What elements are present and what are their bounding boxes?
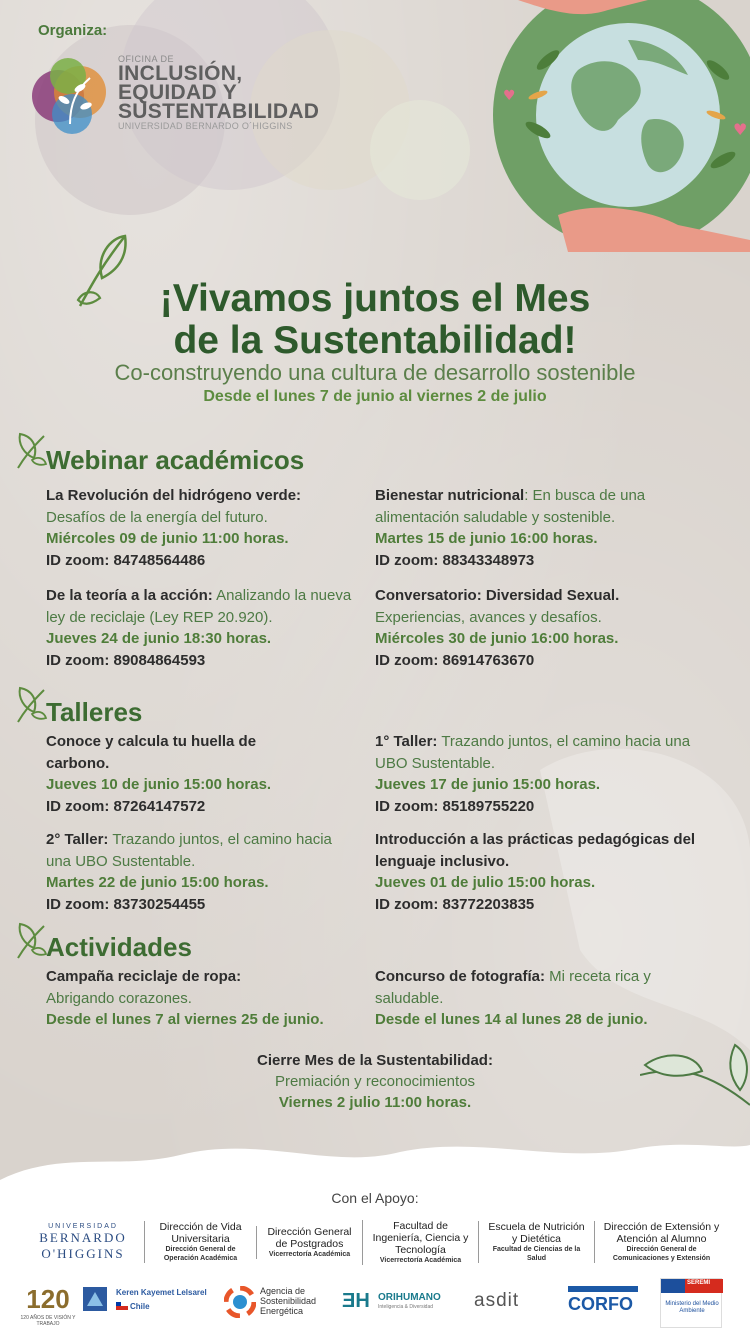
office-line2: EQUIDAD Y: [118, 81, 237, 104]
subtitle: Co-construyendo una cultura de desarrollo sostenible: [114, 360, 636, 385]
corfo-logo: CORFO: [568, 1294, 633, 1314]
actividad-1-title: Campaña reciclaje de ropa:: [46, 968, 242, 985]
sponsor-3-sub: Vicerrectoría Académica: [379, 1256, 462, 1264]
actividad-2-desc: Mi receta rica y saludable.: [375, 968, 651, 1007]
webinar-2-title: Bienestar nutricional: [375, 487, 525, 504]
asdit-logo: asdit: [474, 1290, 520, 1311]
sponsor-3: [362, 1220, 478, 1265]
sponsor-2-name: Dirección General de Postgrados: [267, 1225, 352, 1250]
actividades-heading: Actividades: [46, 932, 192, 962]
actividad-2-when: Desde el lunes 14 al lunes 28 de junio.: [375, 1011, 648, 1028]
ubo-line3: O'HIGGINS: [41, 1245, 125, 1261]
sponsor-1: [144, 1221, 256, 1263]
webinar-item-1: [46, 485, 366, 571]
office-university: UNIVERSIDAD BERNARDO O´HIGGINS: [118, 121, 293, 131]
event-dates: Desde el lunes 7 de junio al viernes 2 de julio: [203, 388, 547, 405]
cierre-desc: Premiación y reconocimientos: [274, 1073, 476, 1090]
taller-1-title: Conoce y calcula tu huella de carbono.: [46, 733, 257, 772]
orihumano-name: ORIHUMANO: [378, 1292, 441, 1303]
webinar-4-title: Conversatorio: Diversidad Sexual.: [375, 587, 620, 604]
seremi-sub: Ministerio del Medio Ambiente: [665, 1301, 719, 1314]
taller-3-desc: Trazando juntos, el camino hacia una UBO Sustentable.: [46, 831, 332, 870]
logo-120-number: 120: [26, 1284, 70, 1314]
ubo-line1: UNIVERSIDAD: [48, 1222, 118, 1230]
webinar-1-title: La Revolución del hidrógeno verde:: [46, 487, 302, 504]
ubo-line2: BERNARDO: [39, 1229, 127, 1245]
webinar-item-2: [375, 485, 715, 571]
sponsor-5-sub: Dirección General de Comunicaciones y Extensión: [612, 1246, 711, 1262]
cierre-title: Cierre Mes de la Sustentabilidad:: [257, 1052, 493, 1069]
sponsor-1-sub: Dirección General de Operación Académica: [163, 1246, 238, 1262]
taller-item-3: [46, 829, 346, 915]
webinar-1-when: Miércoles 09 de junio 11:00 horas.: [46, 530, 289, 547]
sponsor-4: [478, 1221, 594, 1263]
ubo-logo: [22, 1223, 144, 1262]
taller-item-4: [375, 829, 720, 915]
taller-2-when: Jueves 17 de junio 15:00 horas.: [375, 776, 601, 793]
keren-country: Chile: [130, 1302, 150, 1311]
actividad-2-title: Concurso de fotografía:: [375, 968, 546, 985]
sponsor-row: [22, 1212, 728, 1272]
corfo-bar: [568, 1286, 638, 1292]
taller-2-desc: Trazando juntos, el camino hacia una UBO Sustentable.: [375, 733, 691, 772]
webinar-item-3: [46, 585, 366, 671]
taller-2-title: 1° Taller:: [375, 733, 438, 750]
main-title: [0, 278, 750, 362]
sponsor-5-name: Dirección de Extensión y Atención al Alumno: [603, 1221, 720, 1245]
actividades-leaf-icon: [14, 920, 48, 960]
apoyo-label: Con el Apoyo:: [331, 1190, 419, 1206]
webinar-3-zoom: ID zoom: 89084864593: [46, 651, 206, 669]
sponsor-3-name: Facultad de Ingeniería, Ciencia y Tecnología: [372, 1219, 469, 1256]
sponsor-2-sub: Vicerrectoría Académica: [268, 1250, 351, 1258]
orihumano-sub: Inteligencia & Diversidad: [378, 1304, 434, 1310]
taller-4-zoom: ID zoom: 83772203835: [375, 895, 535, 913]
webinar-3-desc: Analizando la nueva ley de reciclaje (Ley REP 20.920).: [46, 587, 352, 626]
sponsor-1-name: Dirección de Vida Universitaria: [159, 1221, 242, 1245]
office-logo-icon: [30, 54, 110, 136]
actividad-item-2: [375, 966, 705, 1031]
taller-item-1: [46, 731, 296, 817]
cierre-when: Viernes 2 julio 11:00 horas.: [278, 1094, 472, 1111]
keren-name: Keren Kayemet Lelsarel: [116, 1288, 207, 1297]
taller-1-when: Jueves 10 de junio 15:00 horas.: [46, 776, 272, 793]
office-small: OFICINA DE: [118, 54, 175, 64]
svg-text:♥: ♥: [733, 120, 748, 139]
webinar-leaf-icon: [14, 430, 48, 470]
agencia-icon: [224, 1286, 256, 1318]
webinar-4-desc: Experiencias, avances y desafíos.: [375, 608, 602, 626]
webinar-1-desc: Desafíos de la energía del futuro.: [46, 508, 268, 526]
cierre-block: [0, 1050, 750, 1113]
taller-3-zoom: ID zoom: 83730254455: [46, 895, 206, 913]
actividad-1-desc: Abrigando corazones.: [46, 989, 192, 1007]
taller-4-title: Introducción a las prácticas pedagógicas del lenguaje inclusivo.: [375, 831, 696, 870]
taller-4-when: Jueves 01 de julio 15:00 horas.: [375, 874, 596, 891]
office-line3: SUSTENTABILIDAD: [118, 100, 320, 123]
webinar-1-zoom: ID zoom: 84748564486: [46, 551, 206, 569]
chile-flag-icon: [116, 1302, 128, 1310]
webinar-3-title: De la teoría a la acción:: [46, 587, 213, 604]
talleres-heading: Talleres: [46, 697, 143, 727]
taller-3-title: 2° Taller:: [46, 831, 109, 848]
actividad-item-1: [46, 966, 371, 1031]
seremi-logo: [660, 1278, 722, 1328]
taller-item-2: [375, 731, 715, 817]
sponsor-4-sub: Facultad de Ciencias de la Salud: [492, 1246, 581, 1262]
webinar-item-4: [375, 585, 715, 671]
sponsor-2: [256, 1226, 362, 1259]
webinar-4-zoom: ID zoom: 86914763670: [375, 651, 535, 669]
talleres-leaf-icon: [14, 684, 48, 724]
webinar-2-desc: : En busca de una alimentación saludable y sostenible.: [375, 487, 646, 526]
webinar-4-when: Miércoles 30 de junio 16:00 horas.: [375, 630, 619, 647]
logos-row: [18, 1278, 732, 1330]
office-line1: INCLUSIÓN,: [118, 62, 243, 85]
actividad-1-when: Desde el lunes 7 al viernes 25 de junio.: [46, 1011, 324, 1028]
webinar-3-when: Jueves 24 de junio 18:30 horas.: [46, 630, 272, 647]
logo-120: [18, 1284, 78, 1327]
svg-text:♥: ♥: [503, 88, 516, 104]
sponsor-5: [594, 1221, 728, 1263]
globe-illustration-icon: [478, 0, 750, 252]
logo-120-sub: 120 AÑOS DE VISIÓN Y TRABAJO: [20, 1315, 76, 1327]
webinar-2-zoom: ID zoom: 88343348973: [375, 551, 535, 569]
taller-2-zoom: ID zoom: 85189755220: [375, 797, 535, 815]
orihumano-mark: ƎH: [342, 1290, 370, 1312]
agencia-name: Agencia de Sostenibilidad Energética: [260, 1286, 317, 1316]
sponsor-4-name: Escuela de Nutrición y Dietética: [488, 1221, 585, 1245]
title-line-2: de la Sustentabilidad!: [173, 319, 577, 362]
webinar-2-when: Martes 15 de junio 16:00 horas.: [375, 530, 598, 547]
taller-3-when: Martes 22 de junio 15:00 horas.: [46, 874, 269, 891]
keren-icon: [82, 1286, 108, 1312]
taller-1-zoom: ID zoom: 87264147572: [46, 797, 206, 815]
office-name: [118, 54, 319, 131]
webinar-heading: Webinar académicos: [46, 445, 305, 475]
seremi-name: SEREMI: [685, 1279, 723, 1293]
organiza-label: Organiza:: [38, 22, 108, 39]
title-line-1: ¡Vivamos juntos el Mes: [159, 277, 591, 320]
